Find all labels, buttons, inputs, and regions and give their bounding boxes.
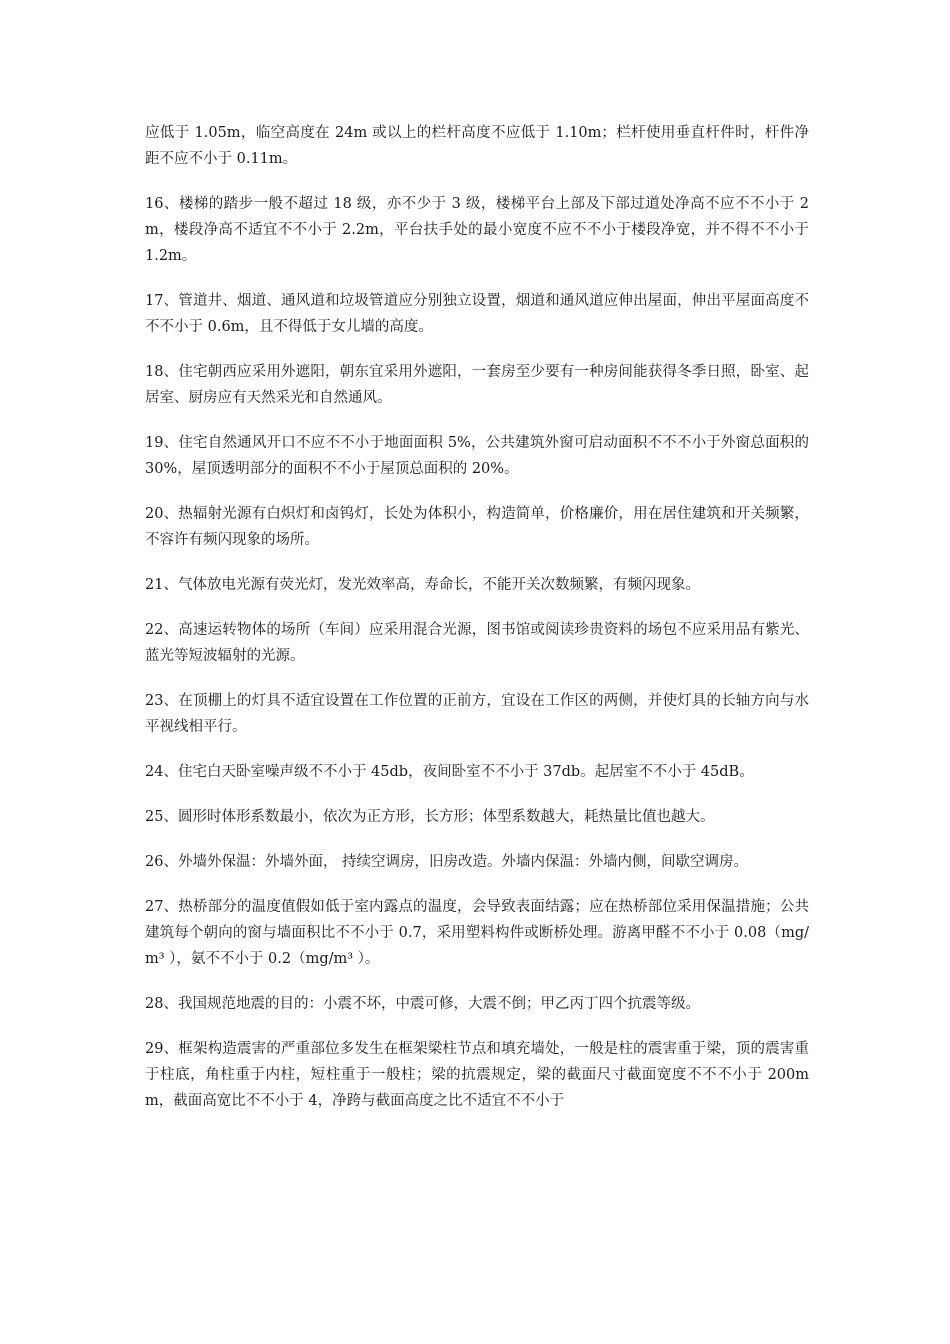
paragraph-railing-height: 应低于 1.05m，临空高度在 24m 或以上的栏杆高度不应低于 1.10m；栏杆使用垂直杆件时，杆件净距不应不小于 0.11m。	[145, 125, 809, 167]
paragraph-24-noise: 24、住宅白天卧室噪声级不不小于 45db，夜间卧室不不小于 37db。起居室不不小于 45dB。	[145, 764, 754, 780]
paragraph-18-shading: 18、住宅朝西应采用外遮阳，朝东宜采用外遮阳，一套房至少要有一种房间能获得冬季日照，卧室、起居室、厨房应有天然采光和自然通风。	[145, 364, 809, 406]
paragraph-20-thermal-light: 20、热辐射光源有白炽灯和卤钨灯，长处为体积小，构造简单，价格廉价，用在居住建筑和开关频繁，不容许有频闪现象的场所。	[145, 506, 809, 548]
paragraph-23-ceiling-lamps: 23、在顶棚上的灯具不适宜设置在工作位置的正前方，宜设在工作区的两侧，并使灯具的长轴方向与水平视线相平行。	[145, 693, 809, 735]
paragraph-22-mixed-light: 22、高速运转物体的场所（车间）应采用混合光源，图书馆或阅读珍贵资料的场包不应采用品有紫光、蓝光等短波辐射的光源。	[145, 622, 809, 664]
paragraph-25-shape-factor: 25、圆形时体形系数最小，依次为正方形，长方形；体型系数越大，耗热量比值也越大。	[145, 809, 715, 825]
document-body	[145, 120, 809, 1133]
paragraph-17-shafts: 17、管道井、烟道、通风道和垃圾管道应分别独立设置，烟道和通风道应伸出屋面，伸出平屋面高度不不不小于 0.6m，且不得低于女儿墙的高度。	[145, 293, 809, 335]
paragraph-21-discharge-light: 21、气体放电光源有荧光灯，发光效率高，寿命长，不能开关次数频繁，有频闪现象。	[145, 577, 700, 593]
paragraph-16-stairs: 16、楼梯的踏步一般不超过 18 级，亦不少于 3 级，楼梯平台上部及下部过道处净高不应不不小于 2m，楼段净高不适宜不不小于 2.2m，平台扶手处的最小宽度不应不不小于楼段净宽，并不得不不小于 1.2m。	[145, 196, 809, 264]
paragraph-27-thermal-bridge: 27、热桥部分的温度值假如低于室内露点的温度，会导致表面结露；应在热桥部位采用保温措施；公共建筑每个朝向的窗与墙面积比不不小于 0.7，采用塑料构件或断桥处理。游离甲醛不不小于 0.08（mg/m³ ），氨不不小于 0.2（mg/m³ ）。	[145, 899, 809, 967]
paragraph-28-seismic-goals: 28、我国规范地震的目的：小震不坏，中震可修，大震不倒；甲乙丙丁四个抗震等级。	[145, 996, 700, 1012]
paragraph-29-frame-damage: 29、框架构造震害的严重部位多发生在框架梁柱节点和填充墙处，一般是柱的震害重于梁，顶的震害重于柱底，角柱重于内柱，短柱重于一般柱；梁的抗震规定，梁的截面尺寸截面宽度不不不小于 200mm，截面高宽比不不小于 4，净跨与截面高度之比不适宜不不小于	[145, 1041, 809, 1109]
paragraph-26-insulation: 26、外墙外保温：外墙外面， 持续空调房，旧房改造。外墙内保温：外墙内侧，间歇空调房。	[145, 854, 749, 870]
paragraph-19-ventilation: 19、住宅自然通风开口不应不不小于地面面积 5%，公共建筑外窗可启动面积不不不小于外窗总面积的 30%，屋顶透明部分的面积不不小于屋顶总面积的 20%。	[145, 435, 809, 477]
